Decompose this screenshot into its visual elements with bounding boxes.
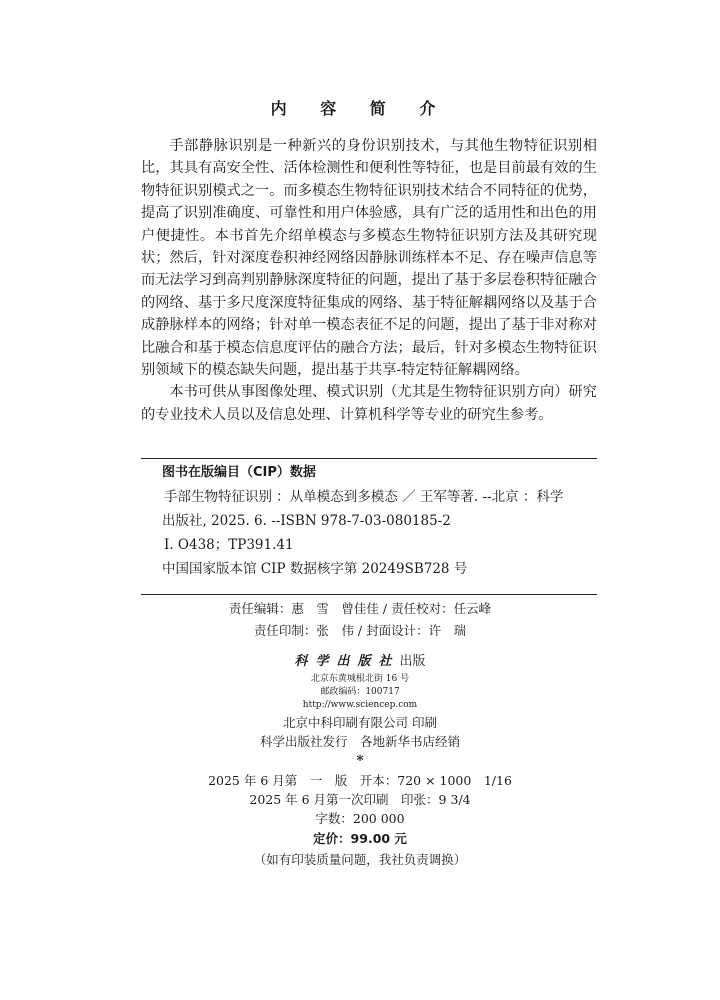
text-line: 比，其具有高安全性、活体检测性和便利性等特征，也是目前最有效的生 bbox=[141, 160, 597, 177]
text-line: 别领域下的模态缺失问题，提出基于共享-特定特征解耦网络。 bbox=[141, 362, 529, 379]
publisher-address: 北京东黄城根北街 16 号 bbox=[310, 674, 410, 684]
word-count: 字数：200 000 bbox=[315, 811, 405, 826]
cip-heading: 图书在版编目（CIP）数据 bbox=[162, 465, 316, 480]
text-line: 的专业技术人员以及信息处理、计算机科学等专业的研究生参考。 bbox=[141, 406, 553, 423]
text-line: 手部静脉识别是一种新兴的身份识别技术，与其他生物特征识别相 bbox=[169, 138, 597, 154]
cip-bottom-rule bbox=[141, 594, 597, 595]
text-line: 本书可供从事图像处理、模式识别（尤其是生物特征识别方向）研究 bbox=[169, 384, 597, 401]
cip-line: Ⅰ. O438；TP391.41 bbox=[164, 537, 294, 553]
quality-note: （如有印装质量问题，我社负责调换） bbox=[253, 852, 467, 867]
edition-info: 2025 年 6 月第 一 版 开本：720 × 1000 1/16 bbox=[208, 773, 512, 788]
publisher-postcode: 邮政编码：100717 bbox=[320, 687, 400, 697]
cip-top-rule bbox=[141, 458, 597, 459]
printing-info: 2025 年 6 月第一次印刷 印张：9 3/4 bbox=[249, 792, 471, 807]
publisher-block bbox=[0, 651, 720, 870]
text-line: 而无法学习到高判别静脉深度特征的问题，提出了基于多层卷积特征融合 bbox=[141, 272, 597, 289]
cip-line: 中国国家版本馆 CIP 数据核字第 20249SB728 号 bbox=[162, 561, 468, 577]
text-line: 成静脉样本的网络；针对单一模态表征不足的问题，提出了基于非对称对 bbox=[141, 317, 597, 334]
text-line: 提高了识别准确度、可靠性和用户体验感，具有广泛的适用性和出色的用 bbox=[141, 205, 597, 222]
text-line: 比融合和基于模态信息度评估的融合方法；最后，针对多模态生物特征识 bbox=[141, 339, 597, 356]
printer: 北京中科印刷有限公司 印刷 bbox=[283, 715, 437, 730]
distribution: 科学出版社发行 各地新华书店经销 bbox=[259, 734, 460, 749]
abstract-paragraph-2 bbox=[141, 381, 597, 426]
publisher-suffix: 出版 bbox=[399, 654, 426, 669]
text-line: 的网络、基于多尺度深度特征集成的网络、基于特征解耦网络以及基于合 bbox=[141, 294, 597, 311]
price: 定价：99.00 元 bbox=[313, 831, 407, 846]
credits-production: 责任印制：张 伟 / 封面设计：许 瑞 bbox=[253, 623, 467, 638]
publisher-logo: 科学出版社 bbox=[294, 654, 400, 669]
publisher-name-line bbox=[0, 651, 720, 673]
text-line: 物特征识别模式之一。而多模态生物特征识别技术结合不同特征的优势， bbox=[141, 182, 597, 199]
publisher-url: http://www.sciencep.com bbox=[302, 700, 418, 710]
credits-editors: 责任编辑：惠 雪 曾佳佳 / 责任校对：任云峰 bbox=[228, 601, 492, 616]
abstract-paragraph-1 bbox=[141, 135, 597, 381]
credits bbox=[0, 598, 720, 642]
text-line: 状；然后，针对深度卷积神经网络因静脉训练样本不足、存在噪声信息等 bbox=[141, 250, 597, 267]
cip-line: 出版社, 2025. 6. --ISBN 978-7-03-080185-2 bbox=[162, 513, 451, 529]
cip-line: 手部生物特征识别 ：从单模态到多模态 ／ 王军等著. --北京 ：科学 bbox=[164, 489, 564, 505]
text-line: 户便捷性。本书首先介绍单模态与多模态生物特征识别方法及其研究现 bbox=[141, 227, 597, 244]
cip-block bbox=[162, 461, 602, 581]
page-title: 内 容 简 介 bbox=[270, 99, 450, 118]
separator-star: * bbox=[356, 753, 364, 769]
abstract bbox=[141, 135, 597, 426]
